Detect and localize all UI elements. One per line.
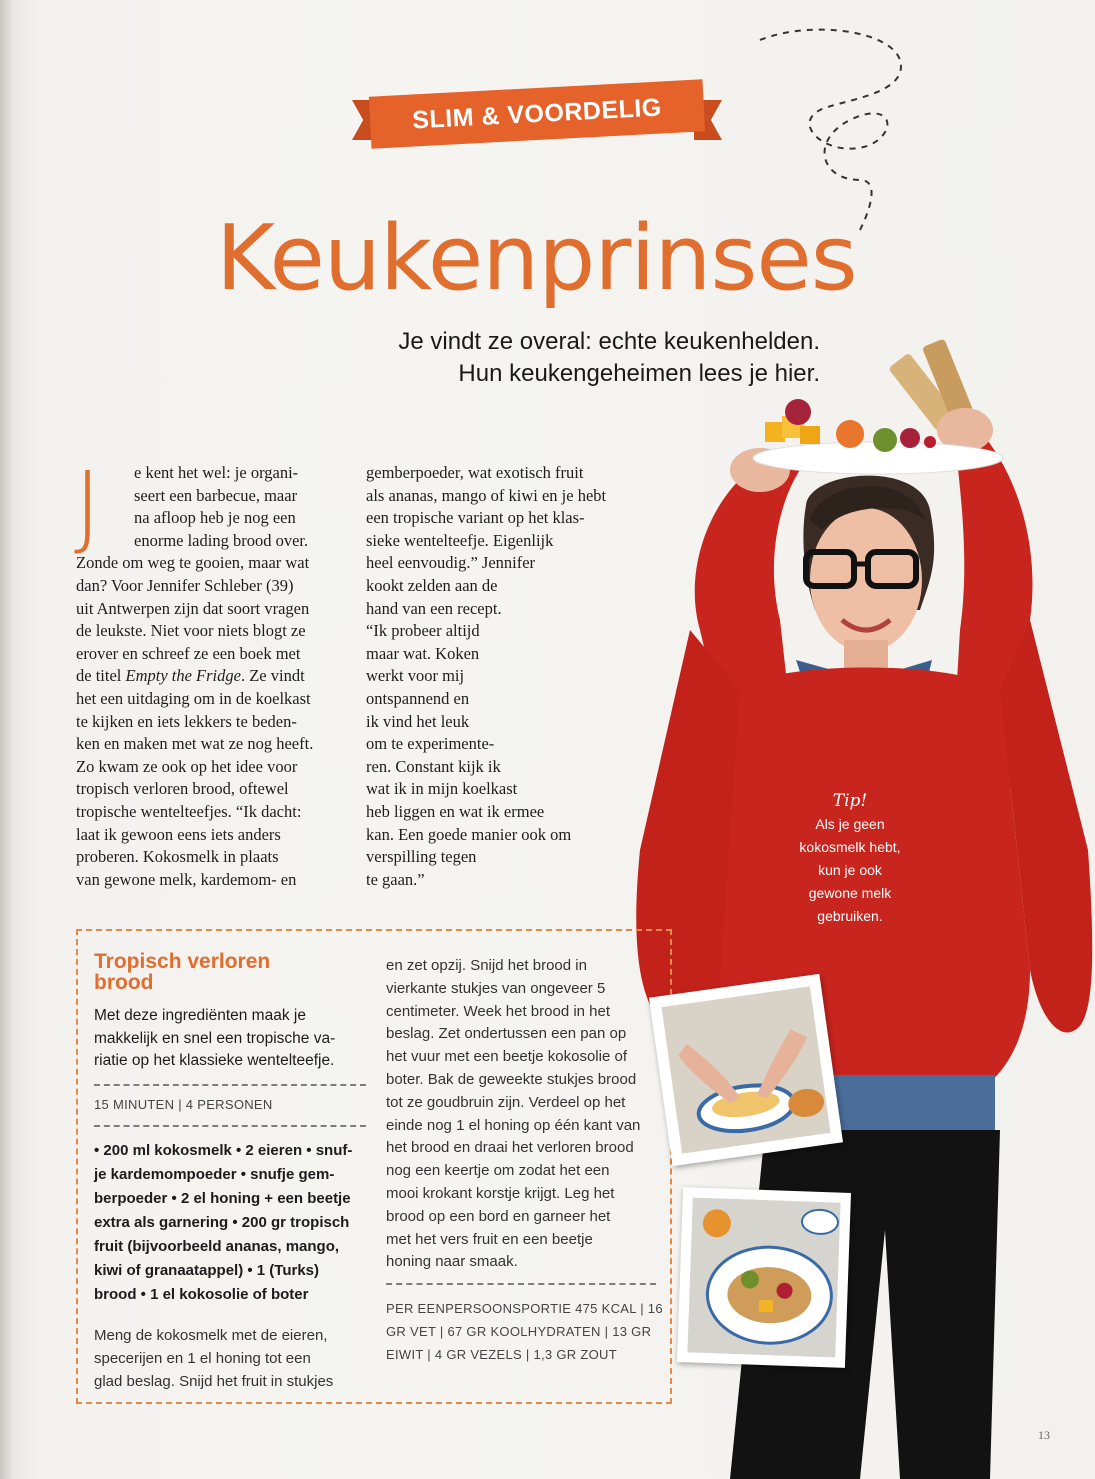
lede-line: Je vindt ze overal: echte keukenhelden. [398,328,820,355]
method-line: einde nog 1 el honing op één kant van [386,1116,641,1134]
body-line: kookt zelden aan de [366,575,498,595]
method-line: het vuur met een beetje kokosolie of [386,1048,627,1066]
method-line: boter. Bak de geweekte stukjes brood [386,1070,637,1088]
tip-line: gebruiken. [817,908,883,924]
method-line: centimeter. Week het brood in het [386,1002,611,1020]
tropical-fruit [765,399,936,452]
tip-line: Als je geen [815,816,885,832]
book-title: Empty the Fridge [125,666,241,686]
body-line: uit Antwerpen zijn dat soort vragen [76,598,310,618]
method-line: brood op een bord en garneer het [386,1207,611,1225]
recipe-title [94,951,270,993]
tip-line: kokosmelk hebt, [799,839,901,855]
body-line [76,665,313,688]
body-line: kan. Een goede manier ook om [366,824,572,844]
page-title: Keukenprinses [216,206,857,311]
intro-line: makkelijk en snel een tropische va- [94,1029,336,1047]
polaroid-finished-dish [677,1187,851,1368]
ingredient-line: fruit (bijvoorbeeld ananas, mango, [94,1238,340,1255]
body-line: van gewone melk, kardemom- en [76,869,297,889]
body-line: ken en maken met wat ze nog heeft. [76,734,314,754]
body-line: om te experimente- [366,734,495,754]
body-line: hand van een recept. [366,598,502,618]
body-line: een tropische variant op het klas- [366,508,585,528]
ingredient-line: berpoeder • 2 el honing + een beetje [94,1190,351,1207]
body-line: wat ik in mijn koelkast [366,779,518,799]
method-line: specerijen en 1 el honing tot een [94,1350,311,1367]
method-line: beslag. Zet ondertussen een pan op [386,1025,627,1043]
page-number: 13 [1038,1428,1050,1442]
ingredient-line: • 200 ml kokosmelk • 2 eieren • snuf- [94,1142,353,1159]
body-line: de leukste. Niet voor niets blogt ze [76,621,306,641]
section-banner [352,78,722,142]
method-line: vierkante stukjes van ongeveer 5 [386,979,606,997]
dashed-divider [94,1125,366,1127]
ingredient-line: extra als garnering • 200 gr tropisch [94,1214,350,1231]
finished-dish-image [687,1197,840,1357]
recipe-intro [94,1005,335,1073]
dashed-divider [386,1283,656,1285]
article-column-2 [366,462,606,891]
body-line: enorme lading brood over. [134,530,309,550]
body-line: tropische wentelteefjes. “Ik dacht: [76,801,302,821]
dropcap: J [74,452,102,559]
body-line: proberen. Kokosmelk in plaats [76,847,279,867]
tip-label: Tip! [832,791,868,811]
body-line: werkt voor mij [366,666,465,686]
method-line: Meng de kokosmelk met de eieren, [94,1327,328,1344]
body-line: ik vind het leuk [366,711,470,731]
body-line: verspilling tegen [366,847,477,867]
tip-line: kun je ook [818,862,882,878]
body-line: Zo kwam ze ook op het idee voor [76,756,298,776]
method-part-2 [386,955,640,1274]
recipe-title-line: brood [94,971,154,994]
body-line: na afloop heb je nog een [134,508,296,528]
ingredient-line: brood • 1 el kokosolie of boter [94,1286,309,1303]
tip-callout [785,790,915,928]
page-gutter-shadow [0,0,14,1479]
ingredient-line: kiwi of granaatappel) • 1 (Turks) [94,1262,320,1279]
method-line: honing naar smaak. [386,1253,518,1271]
method-line: met het vers fruit en een beetje [386,1230,593,1248]
intro-line: riatie op het klassieke wentelteefje. [94,1052,335,1070]
body-line: tropisch verloren brood, oftewel [76,779,289,799]
method-line: tot ze goudbruin zijn. Verdeel op het [386,1093,626,1111]
method-line: en zet opzij. Snijd het brood in [386,957,587,974]
body-line: seert een barbecue, maar [134,485,298,505]
method-line: het brood en draai het verloren brood [386,1139,634,1157]
body-line: ren. Constant kijk ik [366,756,501,776]
intro-line: Met deze ingrediënten maak je [94,1007,306,1024]
lede-line: Hun keukengeheimen lees je hier. [458,360,820,387]
dashed-divider [94,1084,366,1086]
body-line: heel eenvoudig.” Jennifer [366,553,536,573]
body-line: dan? Voor Jennifer Schleber (39) [76,575,294,595]
body-line: te kijken en iets lekkers te beden- [76,711,297,731]
ingredients [94,1139,352,1307]
body-line: ontspannend en [366,688,470,708]
banner-label: SLIM & VOORDELIG [369,79,705,148]
nutrition-line: GR VET | 67 GR KOOLHYDRATEN | 13 GR [386,1324,652,1339]
body-line: maar wat. Koken [366,643,480,663]
body-text: de titel [76,666,126,686]
polaroid-dipping-bread [649,974,843,1166]
body-line: heb liggen en wat ik ermee [366,801,545,821]
body-line: erover en schreef ze een boek met [76,643,301,663]
body-line: het een uitdaging om in de koelkast [76,688,311,708]
body-line: laat ik gewoon eens iets anders [76,824,281,844]
article-column-1 [74,452,314,891]
method-part-1 [94,1324,333,1393]
body-line: te gaan.” [366,869,425,889]
body-text: . Ze vindt [240,666,305,686]
ingredient-line: je kardemompoeder • snufje gem- [94,1166,335,1183]
method-line: mooi krokant korstje krijgt. Leg het [386,1184,615,1202]
nutrition-line: EIWIT | 4 GR VEZELS | 1,3 GR ZOUT [386,1347,617,1362]
body-line: gemberpoeder, wat exotisch fruit [366,463,584,482]
body-line: “Ik probeer altijd [366,621,480,641]
body-line: e kent het wel: je organi- [134,463,299,482]
method-line: nog een keertje om zodat het een [386,1162,610,1180]
nutrition-info [386,1297,663,1366]
method-line: glad beslag. Snijd het fruit in stukjes [94,1373,334,1390]
body-line: sieke wentelteefje. Eigenlijk [366,530,554,550]
body-line: als ananas, mango of kiwi en je hebt [366,485,607,505]
tip-line: gewone melk [808,885,892,901]
dipping-bread-image [661,986,830,1153]
body-line: Zonde om weg te gooien, maar wat [76,553,310,573]
nutrition-line: PER EENPERSOONSPORTIE 475 KCAL | 16 [386,1301,663,1316]
recipe-box [76,929,672,1404]
recipe-title-line: Tropisch verloren [94,950,271,973]
recipe-meta: 15 MINUTEN | 4 PERSONEN [94,1097,273,1112]
